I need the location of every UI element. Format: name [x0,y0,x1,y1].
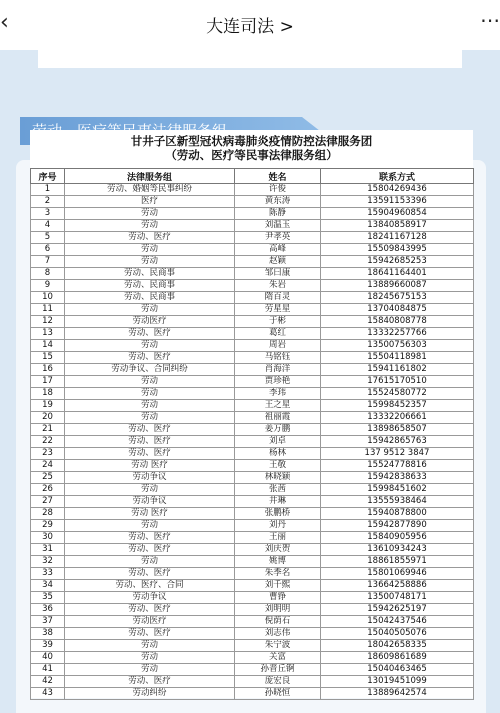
cell-name: 王敬 [235,460,321,472]
table-row [31,328,474,340]
cell-index: 25 [31,472,65,484]
table-row [31,604,474,616]
cell-group: 劳动、医疗、合同 [65,580,235,592]
cell-phone: 13332206661 [321,412,474,424]
cell-index: 8 [31,268,65,280]
previous-card [38,50,462,68]
table-row [31,496,474,508]
table-row [31,424,474,436]
cell-name: 肖海洋 [235,364,321,376]
cell-phone: 15942865763 [321,436,474,448]
table-row [31,688,474,700]
cell-name: 曹铮 [235,592,321,604]
cell-phone: 15509843995 [321,244,474,256]
cell-name: 朱宁波 [235,640,321,652]
table-row [31,400,474,412]
table-row [31,676,474,688]
document-subtitle: （劳动、医疗等民事法律服务组） [165,148,338,162]
cell-name: 尹孝英 [235,232,321,244]
cell-name: 刘温玉 [235,220,321,232]
cell-name: 马铭钰 [235,352,321,364]
table-row [31,652,474,664]
column-header-contact: 联系方式 [321,169,474,184]
cell-group: 劳动、医疗 [65,544,235,556]
cell-group: 劳动争议 [65,496,235,508]
column-header-group: 法律服务组 [65,169,235,184]
table-row [31,484,474,496]
cell-name: 刘卓 [235,436,321,448]
cell-name: 贾珍艳 [235,376,321,388]
cell-group: 劳动、医疗 [65,436,235,448]
cell-phone: 15941161802 [321,364,474,376]
cell-name: 庞宏良 [235,676,321,688]
cell-group: 劳动争议、合同纠纷 [65,364,235,376]
cell-group: 劳动纠纷 [65,688,235,700]
cell-group: 劳动 [65,484,235,496]
cell-group: 劳动 [65,520,235,532]
cell-index: 13 [31,328,65,340]
cell-group: 医疗 [65,196,235,208]
cell-group: 劳动 [65,388,235,400]
cell-phone: 15840808778 [321,316,474,328]
column-header-index: 序号 [31,169,65,184]
cell-index: 2 [31,196,65,208]
table-row [31,532,474,544]
cell-name: 刘庆贺 [235,544,321,556]
table-row [31,232,474,244]
cell-index: 23 [31,448,65,460]
cell-phone: 15524580772 [321,388,474,400]
cell-group: 劳动、医疗 [65,676,235,688]
cell-group: 劳动、医疗 [65,568,235,580]
cell-index: 3 [31,208,65,220]
cell-phone: 13500756303 [321,340,474,352]
cell-name: 祖丽霞 [235,412,321,424]
table-row [31,184,474,196]
cell-group: 劳动、医疗 [65,532,235,544]
cell-group: 劳动争议 [65,592,235,604]
cell-index: 4 [31,220,65,232]
table-row [31,292,474,304]
cell-phone: 13889660087 [321,280,474,292]
cell-index: 21 [31,424,65,436]
cell-phone: 15940878800 [321,508,474,520]
table-row [31,268,474,280]
cell-phone: 17615170510 [321,376,474,388]
cell-name: 张茜 [235,484,321,496]
cell-group: 劳动 医疗 [65,460,235,472]
table-row [31,340,474,352]
cell-group: 劳动、民商事 [65,268,235,280]
cell-phone: 15524778816 [321,460,474,472]
table-row [31,436,474,448]
cell-phone: 13591153396 [321,196,474,208]
cell-phone: 15804269436 [321,184,474,196]
cell-group: 劳动、医疗 [65,628,235,640]
cell-phone: 13840858917 [321,220,474,232]
cell-index: 39 [31,640,65,652]
table-row [31,388,474,400]
table-row [31,460,474,472]
cell-phone: 137 9512 3847 [321,448,474,460]
cell-phone: 13889642574 [321,688,474,700]
cell-index: 33 [31,568,65,580]
cell-index: 14 [31,340,65,352]
cell-name: 刘明明 [235,604,321,616]
cell-name: 赵颖 [235,256,321,268]
table-row [31,220,474,232]
cell-index: 20 [31,412,65,424]
table-row [31,244,474,256]
table-row [31,316,474,328]
cell-phone: 13332257766 [321,328,474,340]
cell-phone: 13610934243 [321,544,474,556]
table-row [31,364,474,376]
cell-index: 37 [31,616,65,628]
cell-index: 12 [31,316,65,328]
cell-name: 陈静 [235,208,321,220]
cell-index: 27 [31,496,65,508]
cell-index: 40 [31,652,65,664]
cell-index: 35 [31,592,65,604]
cell-phone: 15998451602 [321,484,474,496]
cell-phone: 15042437546 [321,616,474,628]
table-row [31,556,474,568]
cell-phone: 15040463465 [321,664,474,676]
cell-phone: 18042658335 [321,640,474,652]
table-row [31,508,474,520]
cell-name: 孙晓恒 [235,688,321,700]
cell-group: 劳动、民商事 [65,280,235,292]
column-header-name: 姓名 [235,169,321,184]
cell-phone: 13704084875 [321,304,474,316]
cell-name: 杨林 [235,448,321,460]
cell-group: 劳动、医疗 [65,424,235,436]
cell-index: 1 [31,184,65,196]
cell-index: 7 [31,256,65,268]
cell-group: 劳动、医疗 [65,604,235,616]
cell-group: 劳动 [65,244,235,256]
cell-name: 朱岩 [235,280,321,292]
cell-name: 葛红 [235,328,321,340]
cell-group: 劳动 [65,376,235,388]
cell-index: 19 [31,400,65,412]
document-title: 甘井子区新型冠状病毒肺炎疫情防控法律服务团 [130,134,373,148]
table-row [31,580,474,592]
table-row [31,304,474,316]
cell-group: 劳动、婚姻等民事纠纷 [65,184,235,196]
cell-group: 劳动医疗 [65,316,235,328]
table-row [31,628,474,640]
page-title[interactable]: 大连司法 > [206,17,294,37]
cell-group: 劳动 医疗 [65,508,235,520]
cell-index: 42 [31,676,65,688]
cell-index: 5 [31,232,65,244]
cell-name: 李玮 [235,388,321,400]
cell-name: 刘丹 [235,520,321,532]
cell-name: 姜万鹏 [235,424,321,436]
cell-phone: 13898658507 [321,424,474,436]
cell-index: 28 [31,508,65,520]
cell-index: 6 [31,244,65,256]
cell-name: 刘志伟 [235,628,321,640]
table-row [31,640,474,652]
table-row [31,616,474,628]
cell-phone: 13500748171 [321,592,474,604]
cell-name: 关富 [235,652,321,664]
cell-index: 15 [31,352,65,364]
table-row [31,280,474,292]
top-bar [0,0,500,50]
cell-name: 王丽 [235,532,321,544]
cell-group: 劳动医疗 [65,616,235,628]
cell-phone: 15801069946 [321,568,474,580]
cell-group: 劳动 [65,556,235,568]
cell-phone: 15840905956 [321,532,474,544]
cell-group: 劳动、医疗 [65,232,235,244]
cell-index: 31 [31,544,65,556]
cell-phone: 18241167128 [321,232,474,244]
cell-phone: 15942625197 [321,604,474,616]
cell-phone: 18609861689 [321,652,474,664]
cell-group: 劳动 [65,400,235,412]
table-row [31,568,474,580]
cell-name: 周岩 [235,340,321,352]
document-image [30,130,473,698]
table-row [31,448,474,460]
cell-index: 38 [31,628,65,640]
more-dots-icon[interactable]: ⋯ [480,8,500,32]
cell-index: 26 [31,484,65,496]
lawyer-table [30,168,474,700]
cell-group: 劳动、医疗 [65,448,235,460]
table-row [31,472,474,484]
cell-group: 劳动、民商事 [65,292,235,304]
cell-group: 劳动 [65,412,235,424]
cell-name: 刘千熙 [235,580,321,592]
chevron-left-icon[interactable]: ‹ [0,10,9,35]
cell-index: 36 [31,604,65,616]
cell-index: 24 [31,460,65,472]
cell-group: 劳动争议 [65,472,235,484]
cell-index: 41 [31,664,65,676]
table-row [31,412,474,424]
cell-group: 劳动、医疗 [65,352,235,364]
cell-index: 22 [31,436,65,448]
cell-name: 林晓颖 [235,472,321,484]
cell-index: 16 [31,364,65,376]
cell-name: 黄东涛 [235,196,321,208]
table-row [31,256,474,268]
cell-name: 姚博 [235,556,321,568]
cell-phone: 13019451099 [321,676,474,688]
cell-index: 17 [31,376,65,388]
cell-name: 隋百灵 [235,292,321,304]
cell-name: 朱季名 [235,568,321,580]
cell-group: 劳动 [65,256,235,268]
table-row [31,376,474,388]
cell-name: 井琳 [235,496,321,508]
cell-group: 劳动 [65,664,235,676]
table-row [31,520,474,532]
cell-name: 孙晋丘锕 [235,664,321,676]
table-body [31,184,474,700]
cell-group: 劳动 [65,640,235,652]
cell-name: 王之星 [235,400,321,412]
cell-phone: 18245675153 [321,292,474,304]
table-header-row [31,169,474,184]
cell-index: 43 [31,688,65,700]
cell-group: 劳动 [65,652,235,664]
cell-name: 于彬 [235,316,321,328]
cell-name: 邹曰康 [235,268,321,280]
cell-phone: 18641164401 [321,268,474,280]
table-row [31,664,474,676]
cell-name: 劳星星 [235,304,321,316]
cell-group: 劳动 [65,340,235,352]
cell-index: 30 [31,532,65,544]
cell-index: 18 [31,388,65,400]
table-row [31,352,474,364]
cell-name: 张鹏桥 [235,508,321,520]
cell-name: 倪荫石 [235,616,321,628]
cell-index: 11 [31,304,65,316]
cell-phone: 15040505076 [321,628,474,640]
cell-phone: 15998452357 [321,400,474,412]
cell-phone: 15942877890 [321,520,474,532]
table-row [31,592,474,604]
cell-phone: 15942838633 [321,472,474,484]
cell-index: 34 [31,580,65,592]
cell-group: 劳动、医疗 [65,328,235,340]
cell-index: 29 [31,520,65,532]
cell-name: 高峰 [235,244,321,256]
cell-phone: 18861855971 [321,556,474,568]
cell-phone: 15942685253 [321,256,474,268]
cell-index: 9 [31,280,65,292]
cell-index: 10 [31,292,65,304]
cell-group: 劳动 [65,220,235,232]
cell-group: 劳动 [65,304,235,316]
cell-name: 许俊 [235,184,321,196]
cell-group: 劳动 [65,208,235,220]
cell-phone: 13664258886 [321,580,474,592]
cell-phone: 13555938464 [321,496,474,508]
cell-phone: 15904960854 [321,208,474,220]
table-row [31,196,474,208]
cell-index: 32 [31,556,65,568]
table-row [31,208,474,220]
table-row [31,544,474,556]
cell-phone: 15504118981 [321,352,474,364]
